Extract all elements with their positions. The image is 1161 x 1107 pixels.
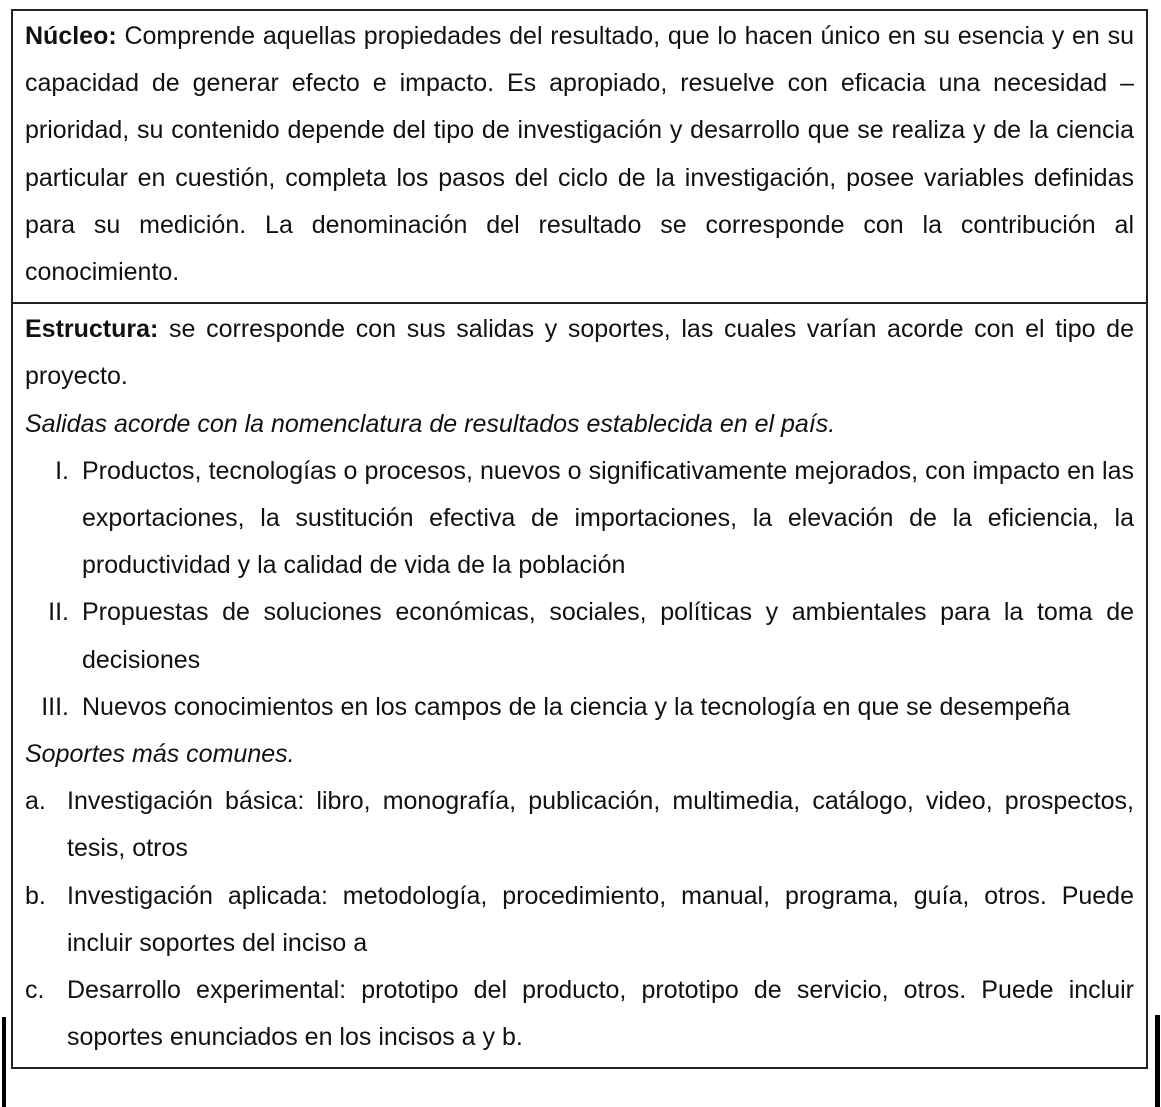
list-marker: I. bbox=[55, 456, 69, 485]
salidas-list-item bbox=[25, 448, 1134, 590]
soportes-list-item bbox=[25, 967, 1134, 1061]
soportes-list-item bbox=[25, 778, 1134, 872]
list-marker: c. bbox=[25, 976, 45, 1005]
list-item-text: Investigación básica: libro, monografía, publicación, multimedia, catálogo, video, prospectos, tesis, otros bbox=[67, 787, 1134, 863]
nucleo-paragraph bbox=[25, 13, 1134, 296]
salidas-list-item bbox=[25, 589, 1134, 683]
estructura-cell bbox=[13, 302, 1146, 1067]
soportes-list-item bbox=[25, 873, 1134, 967]
list-marker: a. bbox=[25, 787, 46, 816]
results-table bbox=[11, 9, 1148, 1069]
nucleo-label: Núcleo: bbox=[25, 22, 117, 50]
list-item-text: Nuevos conocimientos en los campos de la ciencia y la tecnología en que se desempeña bbox=[82, 692, 1071, 721]
list-marker: III. bbox=[41, 692, 69, 721]
list-marker: b. bbox=[25, 881, 46, 910]
scan-edge-bar-right bbox=[1155, 1015, 1160, 1107]
estructura-text: se corresponde con sus salidas y soportes, las cuales varían acorde con el tipo de proyecto. bbox=[25, 315, 1134, 391]
nucleo-cell bbox=[13, 11, 1146, 302]
estructura-paragraph bbox=[25, 306, 1134, 400]
list-item-text: Productos, tecnologías o procesos, nuevos o significativamente mejorados, con impacto en las exportaciones, la sustitución efectiva de importaciones, la elevación de la eficiencia, la productividad y la calidad de vida de la población bbox=[82, 456, 1134, 580]
list-item-text: Desarrollo experimental: prototipo del producto, prototipo de servicio, otros. Puede incluir soportes enunciados en los incisos a y b. bbox=[67, 976, 1134, 1052]
salidas-list-item bbox=[25, 684, 1134, 731]
salidas-heading: Salidas acorde con la nomenclatura de resultados establecida en el país. bbox=[25, 409, 836, 438]
soportes-heading: Soportes más comunes. bbox=[25, 740, 295, 769]
scan-edge-bar-left bbox=[2, 1017, 6, 1107]
soportes-list bbox=[25, 778, 1134, 1061]
list-item-text: Investigación aplicada: metodología, procedimiento, manual, programa, guía, otros. Puede incluir soportes del inciso a bbox=[67, 881, 1134, 957]
nucleo-text: Comprende aquellas propiedades del resultado, que lo hacen único en su esencia y en su capacidad de generar efecto e impacto. Es apropiado, resuelve con eficacia una necesidad – prioridad, su contenido depende del tipo de investigación y desarrollo que se realiza y de la ciencia particular en cuestión, completa los pasos del ciclo de la investigación, posee variables definidas para su medición. La denominación del resultado se corresponde con la contribución al conocimiento. bbox=[25, 22, 1134, 287]
list-item-text: Propuestas de soluciones económicas, sociales, políticas y ambientales para la toma de decisiones bbox=[82, 598, 1134, 674]
list-marker: II. bbox=[48, 598, 69, 627]
salidas-list bbox=[25, 448, 1134, 731]
estructura-label: Estructura: bbox=[25, 315, 159, 344]
